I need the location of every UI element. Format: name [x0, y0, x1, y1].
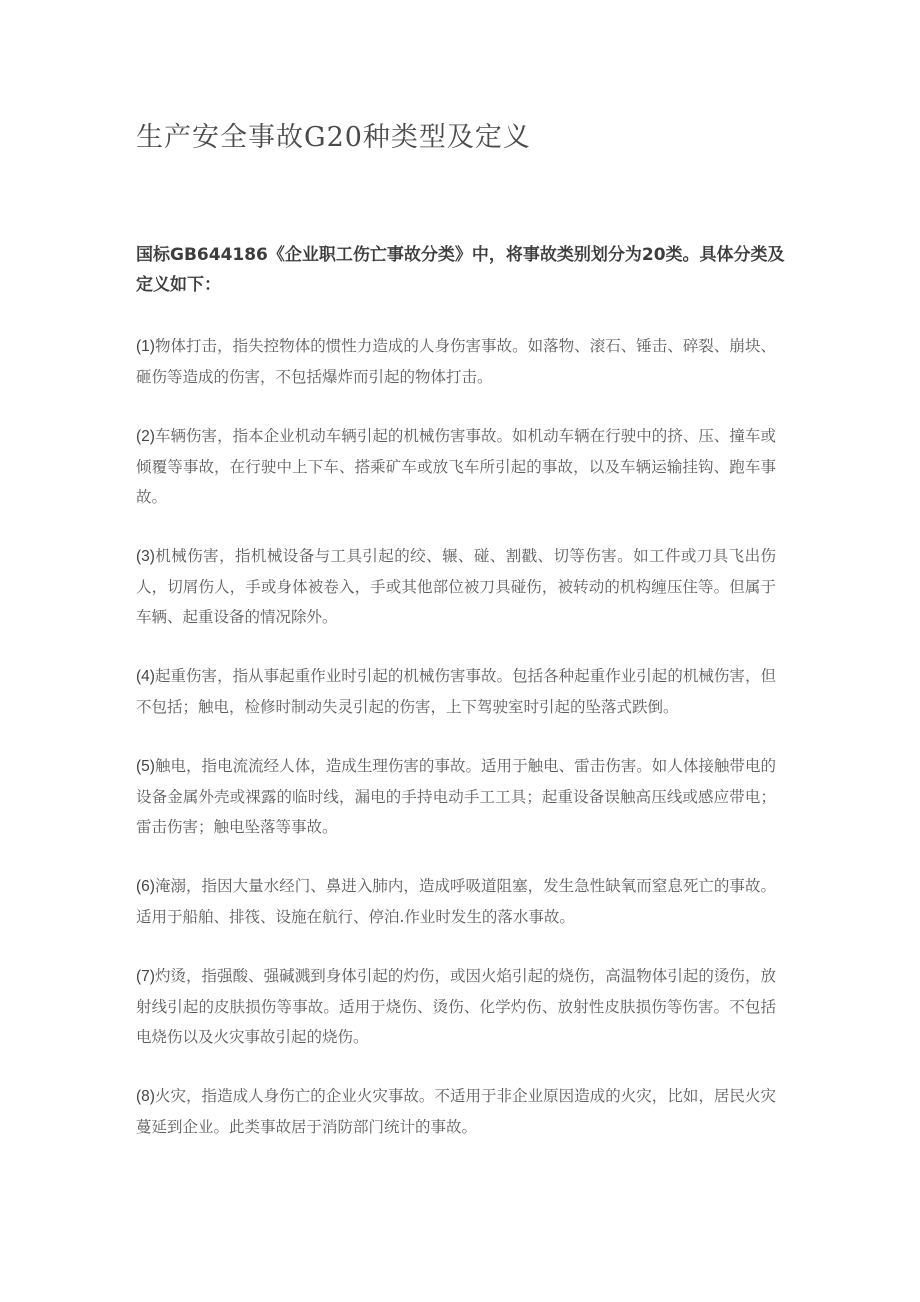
item-number: (2) [136, 428, 155, 445]
item-text: 起重伤害，指从事起重作业时引起的机械伤害事故。包括各种起重作业引起的机械伤害，但不包括；触电，检修时制动失灵引起的伤害，上下驾驶室时引起的坠落式跌倒。 [136, 667, 776, 716]
item-number: (7) [136, 968, 155, 985]
item-number: (6) [136, 878, 155, 895]
item-text: 车辆伤害，指本企业机动车辆引起的机械伤害事故。如机动车辆在行驶中的挤、压、撞车或倾覆等事故，在行驶中上下车、搭乘矿车或放飞车所引起的事故，以及车辆运输挂钩、跑车事故。 [136, 427, 776, 506]
definition-item [136, 871, 776, 932]
definition-item [136, 421, 776, 512]
item-number: (4) [136, 668, 155, 685]
definition-item [136, 751, 776, 842]
item-number: (3) [136, 548, 155, 565]
item-text: 灼烫，指强酸、强碱溅到身体引起的灼伤，或因火焰引起的烧伤，高温物体引起的烫伤，放射线引起的皮肤损伤等事故。适用于烧伤、烫伤、化学灼伤、放射性皮肤损伤等伤害。不包括电烧伤以及火灾事故引起的烧伤。 [136, 967, 776, 1046]
item-text: 机械伤害，指机械设备与工具引起的绞、辗、碰、割戳、切等伤害。如工件或刀具飞出伤人，切屑伤人，手或身体被卷入，手或其他部位被刀具碰伤，被转动的机构缠压住等。但属于车辆、起重设备的情况除外。 [136, 547, 776, 626]
definition-item [136, 661, 776, 722]
item-text: 物体打击，指失控物体的惯性力造成的人身伤害事故。如落物、滚石、锤击、碎裂、崩块、砸伤等造成的伤害，不包括爆炸而引起的物体打击。 [136, 337, 776, 386]
definition-item [136, 331, 776, 392]
item-number: (8) [136, 1088, 155, 1105]
definition-item [136, 961, 776, 1052]
definition-item [136, 541, 776, 632]
item-text: 火灾，指造成人身伤亡的企业火灾事故。不适用于非企业原因造成的火灾，比如，居民火灾蔓延到企业。此类事故居于消防部门统计的事故。 [136, 1087, 776, 1136]
item-text: 触电，指电流流经人体，造成生理伤害的事故。适用于触电、雷击伤害。如人体接触带电的设备金属外壳或裸露的临时线，漏电的手持电动手工工具；起重设备误触高压线或感应带电；雷击伤害；触电坠落等事故。 [136, 757, 776, 836]
definition-item [136, 1081, 776, 1142]
definition-list [136, 331, 776, 1171]
item-number: (5) [136, 758, 155, 775]
item-number: (1) [136, 338, 155, 355]
page-title: 生产安全事故G20种类型及定义 [136, 122, 531, 153]
intro-paragraph: 国标GB644186《企业职工伤亡事故分类》中，将事故类别划分为20类。具体分类及定义如下： [136, 245, 785, 295]
item-text: 淹溺，指因大量水经门、鼻进入肺内，造成呼吸道阻塞，发生急性缺氧而窒息死亡的事故。适用于船舶、排筏、设施在航行、停泊.作业时发生的落水事故。 [136, 877, 776, 926]
